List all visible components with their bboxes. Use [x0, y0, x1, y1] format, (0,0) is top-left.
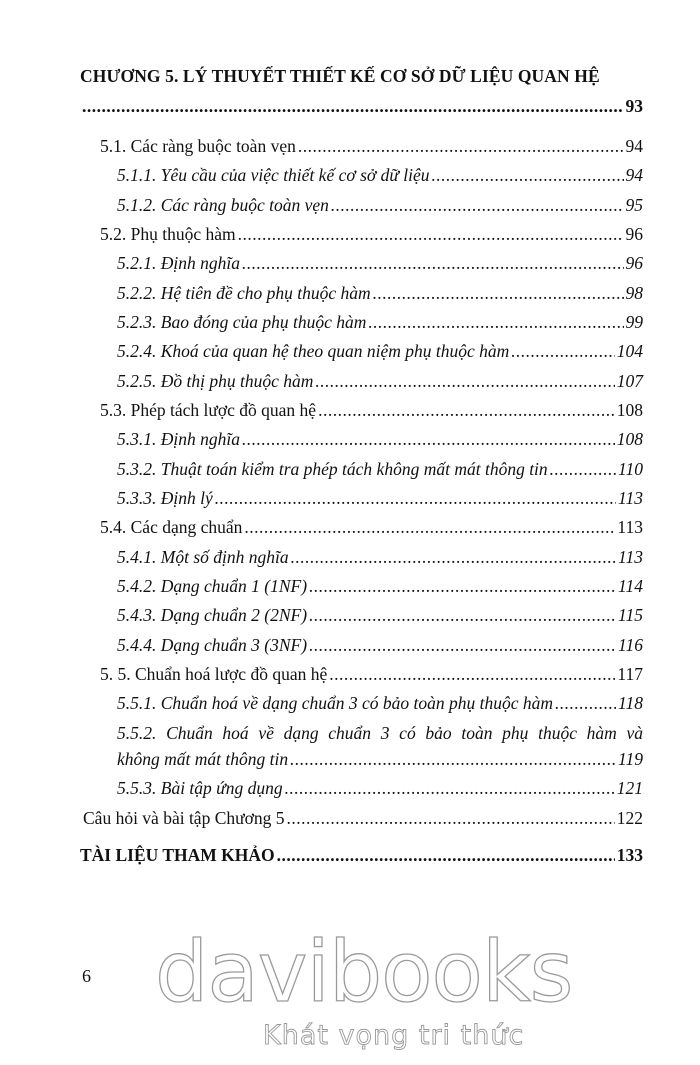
- page-ref: 133: [616, 845, 643, 865]
- toc-entry: [117, 251, 643, 275]
- toc-entry: [117, 691, 643, 715]
- leader-dots: [244, 515, 615, 539]
- watermark-slogan: Khát vọng tri thức: [263, 1020, 525, 1051]
- leader-dots: [309, 574, 616, 598]
- page-ref: 121: [616, 778, 643, 798]
- page-ref: 108: [616, 429, 643, 449]
- leader-dots: [315, 369, 614, 393]
- page-ref: 110: [618, 459, 643, 479]
- page-ref: 96: [625, 224, 643, 244]
- page-ref: 119: [618, 749, 643, 769]
- toc-entry-label: 5.3.3. Định lý: [117, 488, 213, 508]
- toc-entry: [117, 633, 643, 657]
- page-ref: 94: [625, 165, 643, 185]
- leader-dots: [291, 545, 616, 569]
- toc-entry-references: [80, 843, 643, 867]
- leader-dots: [298, 134, 624, 158]
- page-ref: 118: [618, 693, 643, 713]
- page-number: 6: [82, 966, 91, 986]
- toc-entry-label: 5.1.2. Các ràng buộc toàn vẹn: [117, 195, 329, 215]
- leader-dots: [287, 806, 615, 830]
- toc-entry: [117, 339, 643, 363]
- toc-entry-label: 5.4.2. Dạng chuẩn 1 (1NF): [117, 576, 308, 596]
- toc-entry: [117, 603, 643, 627]
- toc-entry-label: 5.3.2. Thuật toán kiểm tra phép tách không mất mát thông tin: [117, 459, 548, 479]
- watermark-logo: [155, 923, 573, 1060]
- toc-entry: [117, 776, 643, 800]
- toc-entry: [100, 515, 643, 539]
- toc-entry-label: 5.3.1. Định nghĩa: [117, 429, 240, 449]
- page-ref: 95: [625, 195, 643, 215]
- page-ref: 115: [618, 605, 643, 625]
- page-ref: 116: [618, 635, 643, 655]
- toc-entry: [117, 369, 643, 393]
- leader-dots: [277, 843, 615, 867]
- watermark-brand: davibooks: [155, 923, 573, 1021]
- toc-entry: [117, 486, 643, 510]
- toc-entry: [117, 281, 643, 305]
- toc-entry-label: 5. 5. Chuẩn hoá lược đồ quan hệ: [100, 664, 328, 684]
- toc-entry-label-line1: 5.5.2. Chuẩn hoá về dạng chuẩn 3 có bảo toàn phụ thuộc hàm và: [117, 723, 643, 743]
- toc-entry-label: 5.4.3. Dạng chuẩn 2 (2NF): [117, 605, 308, 625]
- toc-entry: [100, 662, 643, 686]
- leader-dots: [309, 603, 616, 627]
- leader-dots: [238, 222, 624, 246]
- leader-dots: [290, 747, 616, 771]
- page-ref: 113: [618, 547, 643, 567]
- page-ref: 117: [617, 664, 643, 684]
- page-ref: 94: [625, 136, 643, 156]
- toc-entry-label: 5.2.1. Định nghĩa: [117, 253, 240, 273]
- leader-dots: [329, 662, 615, 686]
- toc-entry-label: Câu hỏi và bài tập Chương 5: [83, 808, 285, 828]
- toc-entry-label: 5.2.4. Khoá của quan hệ theo quan niệm phụ thuộc hàm: [117, 341, 510, 361]
- toc-entry: [117, 427, 643, 451]
- leader-dots: [432, 163, 624, 187]
- toc-entry: [117, 163, 643, 187]
- toc-entry-label: 5.3. Phép tách lược đồ quan hệ: [100, 400, 317, 420]
- toc-entry-label: 5.1. Các ràng buộc toàn vẹn: [100, 136, 296, 156]
- leader-dots: [331, 193, 624, 217]
- page-ref: 107: [616, 371, 643, 391]
- page-ref: 104: [616, 341, 643, 361]
- leader-dots: [285, 776, 615, 800]
- page-ref: 113: [618, 488, 643, 508]
- page-ref: 93: [625, 96, 643, 116]
- leader-dots: [373, 281, 624, 305]
- toc-entry: [100, 134, 643, 158]
- page-ref: 98: [625, 283, 643, 303]
- page-ref: 99: [625, 312, 643, 332]
- leader-dots: [82, 94, 624, 118]
- toc-entry-label: 5.2.5. Đồ thị phụ thuộc hàm: [117, 371, 314, 391]
- toc-entry: [117, 574, 643, 598]
- page-ref: 113: [617, 517, 643, 537]
- toc-entry-label: 5.4.1. Một số định nghĩa: [117, 547, 289, 567]
- toc-entry-label: 5.2.3. Bao đóng của phụ thuộc hàm: [117, 312, 367, 332]
- toc-entry: [117, 310, 643, 334]
- toc-entry-label: không mất mát thông tin: [117, 749, 289, 769]
- toc-entry-label: 5.5.3. Bài tập ứng dụng: [117, 778, 283, 798]
- leader-dots: [368, 310, 623, 334]
- toc-entry: [100, 222, 643, 246]
- toc-entry-label: TÀI LIỆU THAM KHẢO: [80, 845, 275, 865]
- toc-entry-label: 5.5.1. Chuẩn hoá về dạng chuẩn 3 có bảo toàn phụ thuộc hàm: [117, 693, 553, 713]
- chapter-title-page-line: [80, 94, 643, 118]
- toc-entry-label: 5.2.2. Hệ tiên đề cho phụ thuộc hàm: [117, 283, 371, 303]
- toc-entry-label: 5.4.4. Dạng chuẩn 3 (3NF): [117, 635, 308, 655]
- toc-entry: [83, 806, 643, 830]
- leader-dots: [215, 486, 616, 510]
- page-ref: 108: [616, 400, 643, 420]
- leader-dots: [318, 398, 615, 422]
- leader-dots: [309, 633, 616, 657]
- page-ref: 96: [625, 253, 643, 273]
- toc-entry: [117, 747, 643, 771]
- leader-dots: [242, 251, 624, 275]
- leader-dots: [242, 427, 615, 451]
- page-ref: 114: [618, 576, 643, 596]
- toc-entry: [100, 398, 643, 422]
- page-ref: 122: [616, 808, 643, 828]
- toc-entry-label: 5.4. Các dạng chuẩn: [100, 517, 243, 537]
- leader-dots: [550, 457, 616, 481]
- chapter-title: CHƯƠNG 5. LÝ THUYẾT THIẾT KẾ CƠ SỞ DỮ LIỆU QUAN HỆ: [80, 66, 600, 86]
- leader-dots: [555, 691, 616, 715]
- toc-entry-label: 5.2. Phụ thuộc hàm: [100, 224, 236, 244]
- leader-dots: [511, 339, 615, 363]
- toc-entry: [117, 193, 643, 217]
- toc-entry-label: 5.1.1. Yêu cầu của việc thiết kế cơ sở dữ liệu: [117, 165, 430, 185]
- toc-entry: [117, 457, 643, 481]
- toc-entry: [117, 545, 643, 569]
